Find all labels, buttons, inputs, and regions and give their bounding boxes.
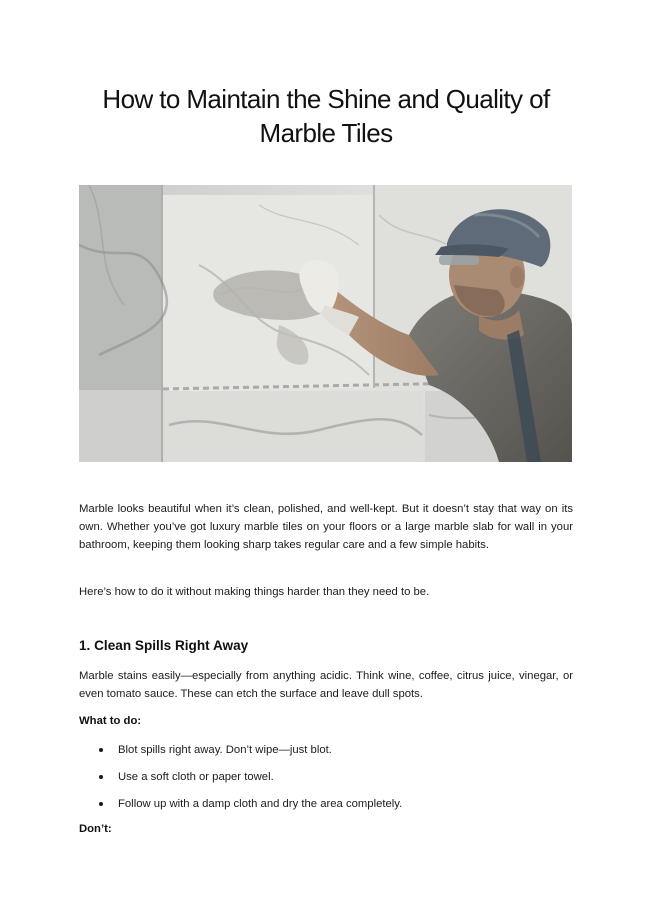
intro-paragraph-2: Here’s how to do it without making things harder than they need to be.	[79, 586, 430, 598]
bullet-icon	[99, 802, 103, 806]
intro-paragraph: Marble looks beautiful when it’s clean, polished, and well-kept. But it doesn’t stay that way on its own. Whether you’ve got luxury marble tiles on your floors or a large marble slab for wall in your bathroom, keeping them looking sharp takes regular care and a few simple habits.	[79, 503, 573, 552]
dont-label: Don’t:	[79, 823, 112, 835]
what-to-do-label: What to do:	[79, 715, 142, 727]
hero-image	[79, 185, 572, 462]
list-item-text: Follow up with a damp cloth and dry the area completely.	[118, 798, 403, 810]
list-item	[79, 768, 573, 795]
list-item	[79, 795, 573, 822]
bullet-icon	[99, 748, 103, 752]
list-item-text: Blot spills right away. Don’t wipe—just blot.	[118, 744, 332, 756]
list-item-text: Use a soft cloth or paper towel.	[118, 771, 274, 783]
section-heading-clean-spills: 1. Clean Spills Right Away	[79, 638, 249, 653]
list-item	[79, 741, 573, 768]
section-paragraph: Marble stains easily—especially from anything acidic. Think wine, coffee, citrus juice, vinegar, or even tomato sauce. These can etch the surface and leave dull spots.	[79, 670, 573, 701]
bullet-icon	[99, 775, 103, 779]
what-to-do-list	[79, 741, 573, 822]
page-title: How to Maintain the Shine and Quality of Marble Tiles	[102, 84, 550, 148]
marble-tile-installation-illustration	[79, 185, 572, 462]
